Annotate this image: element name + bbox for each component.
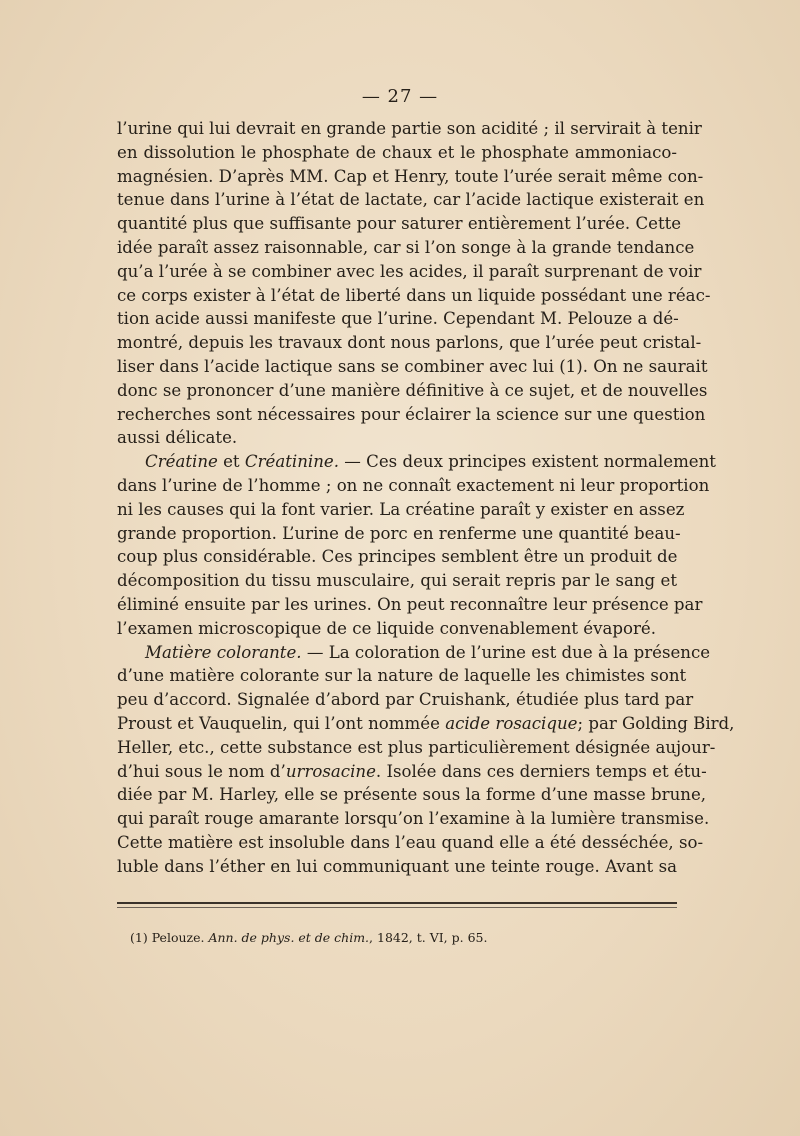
heading-creatinine: Créatinine. [244,452,339,472]
text-line: tenue dans l’urine à l’état de lactate, car l’acide lactique existerait en [117,190,705,210]
term-urrosacine: urrosacine [285,761,376,781]
text-line: décomposition du tissu musculaire, qui serait repris par le sang et [117,571,677,591]
footnote [130,930,487,945]
text-line: coup plus considérable. Ces principes semblent être un produit de [117,547,678,567]
text-line: l’urine qui lui devrait en grande partie son acidité ; il servirait à tenir [117,119,702,138]
text-line: liser dans l’acide lactique sans se combiner avec lui (1). On ne saurait [117,356,708,376]
text-line: l’examen microscopique de ce liquide convenablement évaporé. [117,618,657,638]
paragraph-creatine-first-line [117,450,716,474]
text-line: d’une matière colorante sur la nature de laquelle les chimistes sont [117,666,687,686]
text-fragment: — Ces deux principes existent normalement [344,452,716,472]
text-line: luble dans l’éther en lui communiquant une teinte rouge. Avant sa [117,856,677,876]
text-line: montré, depuis les travaux dont nous parlons, que l’urée peut cristal- [117,333,702,353]
text-line-rosacique [117,712,735,736]
text-line: ni les causes qui la font varier. La créatine paraît y exister en assez [117,499,685,519]
text-line: grande proportion. L’urine de porc en renferme une quantité beau- [117,523,681,543]
footnote-author: Pelouze. [151,930,205,945]
footnote-divider [117,902,677,908]
text-line: recherches sont nécessaires pour éclairer la science sur une question [117,404,706,424]
footnote-ref: , 1842, t. VI, p. 65. [369,930,488,945]
text-fragment: ; par Golding Bird, [577,713,735,733]
paragraph-matiere-first-line [117,641,711,665]
text-line: qu’a l’urée à se combiner avec les acides, il paraît surprenant de voir [117,261,702,281]
heading-matiere-colorante: Matière colorante. [145,642,302,662]
text-line: tion acide aussi manifeste que l’urine. Cependant M. Pelouze a dé- [117,309,679,329]
body-text [117,117,735,879]
text-line: dans l’urine de l’homme ; on ne connaît exactement ni leur proportion [117,475,710,495]
text-line-urrosacine [117,760,707,784]
text-line: quantité plus que suffisante pour saturer entièrement l’urée. Cette [117,214,682,234]
text-fragment: — La coloration de l’urine est due à la présence [306,642,711,662]
text-line: magnésien. D’après MM. Cap et Henry, toute l’urée serait même con- [117,166,704,186]
text-line: ce corps exister à l’état de liberté dans un liquide possédant une réac- [117,285,711,305]
text-line: diée par M. Harley, elle se présente sous la forme d’une masse brune, [117,785,707,805]
text-fragment: Proust et Vauquelin, qui l’ont nommée [117,713,440,733]
text-fragment: et [223,452,240,472]
text-fragment: . Isolée dans ces derniers temps et étu- [375,761,707,781]
text-line: qui paraît rouge amarante lorsqu’on l’examine à la lumière transmise. [117,809,710,829]
text-line: éliminé ensuite par les urines. On peut reconnaître leur présence par [117,594,703,614]
text-line: en dissolution le phosphate de chaux et le phosphate ammoniaco- [117,142,677,162]
text-fragment: d’hui sous le nom d’ [117,761,286,781]
footnote-mark: (1) [130,930,148,945]
text-line: Cette matière est insoluble dans l’eau quand elle a été desséchée, so- [117,832,704,852]
term-acide-rosacique: acide rosacique [445,713,578,733]
heading-creatine: Créatine [145,452,218,472]
page-number: — 27 — [361,86,439,107]
text-line: peu d’accord. Signalée d’abord par Cruishank, étudiée plus tard par [117,690,694,710]
text-line: aussi délicate. [117,428,238,448]
text-line: Heller, etc., cette substance est plus particulièrement désignée aujour- [117,737,716,757]
text-line: idée paraît assez raisonnable, car si l’on songe à la grande tendance [117,237,695,257]
footnote-journal: Ann. de phys. et de chim. [208,930,370,945]
text-line: donc se prononcer d’une manière définitive à ce sujet, et de nouvelles [117,380,708,400]
